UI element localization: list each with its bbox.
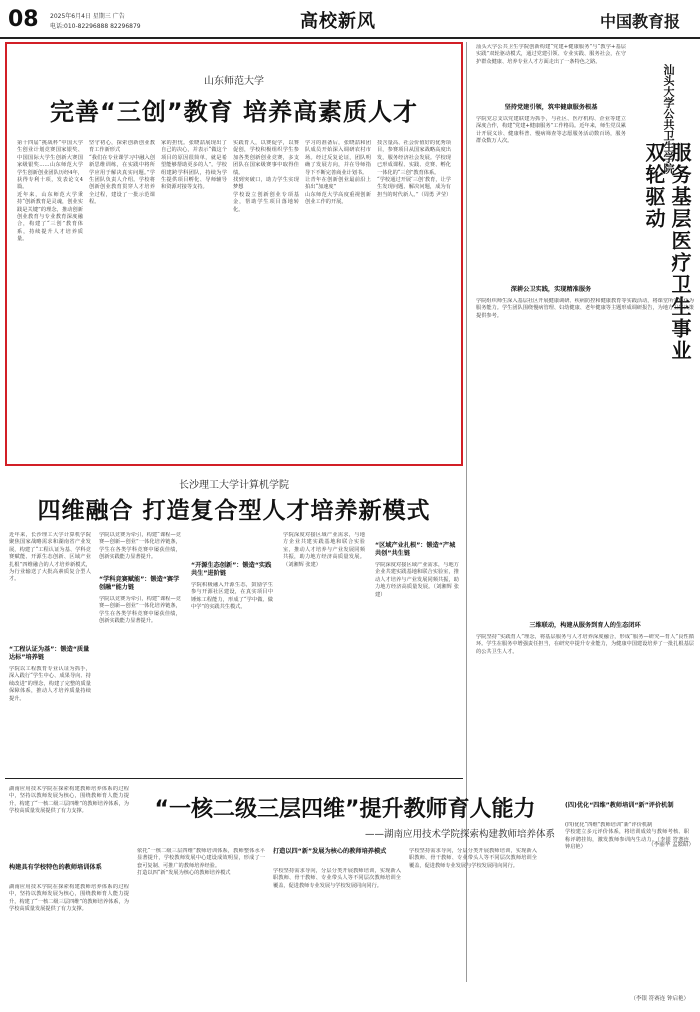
article3-col-3: 学院以竞赛为牵引，构建“课程—竞赛—创新—创业”一体化培养链条，学生在各类学科竞赛中屡获佳绩，创新实践能力显著提升。 xyxy=(99,532,181,561)
article2-intro: 汕头大学公共卫生学院创新构建“党建+健康服务”与“教学+基层实践”双轮驱动模式，通过党建引领、专业实践、服务社会，在守护群众健康、培养专业人才方面走出了一条特色之路。 xyxy=(476,44,626,65)
article-shandong-normal xyxy=(5,42,463,466)
article1-col-3: 家的担忧。张晓喆展现出了自己的决心，并表示“做这个项目的原因很简单，就是希望能够帮助更多的人”。学校组建跨学科团队，持续为学生提供项目孵化、导师辅导和资源对接等支持。 xyxy=(161,140,227,191)
article4-subhead-2: 打造以四“新”发展为核心的教师培养模式 xyxy=(273,848,387,855)
article3-subhead-1: “工程认证为基”：锻造“质量达标”培养链 xyxy=(9,646,90,661)
article2-section-2: 学院组织师生深入基层社区开展健康调研、疾病防控和健康教育等实践活动，将课堂所学转化为服务能力。学生团队围绕慢病管理、妇幼健康、老年健康等主题形成调研报告，为地方卫生决策提供参考。 xyxy=(476,298,694,319)
article4-col-4: 学校坚持需求导向，分层分类开展教师培训，实现新入职教师、骨干教师、专业带头人等不同层次教师培训全覆盖，促进教师专业发展与学校发展同向同行。 xyxy=(273,868,401,889)
article4-col-5: 学校坚持需求导向，分层分类开展教师培训，实现新入职教师、骨干教师、专业带头人等不同层次教师培训全覆盖，促进教师专业发展与学校发展同向同行。 xyxy=(409,848,537,869)
article1-col-1: 第十四届“挑战杯”中国大学生创业计划竞赛国家银奖、中国国际大学生创新大赛国家级银奖……山东师范大学学生创新创业团队历经4年，获得专利十项，发表论文4篇。 近年来，山东师范大学秉持“创新教育是灵魂，创业实践是关键”的理念，推动创新创业教育与专业教育深度融合，构建了“三创”教育体系，持续提升人才培养质量。 xyxy=(17,140,83,243)
article-hunan-applied-tech xyxy=(5,782,695,1007)
article1-col-4: 实践育人，以赛促学，以赛促创，学校积极组织学生参加各类创新创业竞赛，多支团队在国家级赛事中取得佳绩。 找到突破口，助力学生实现梦想 学校设立创新创业专项基金，帮助学生项目落地转化。 xyxy=(233,140,299,213)
contact-line: 电话:010-82296888 82296879 xyxy=(50,23,141,30)
article4-byline: （李银 符赛连 钟启艳） xyxy=(630,996,689,1002)
article-changsha-cs xyxy=(5,470,463,770)
article3-subhead-2: “学科竞赛赋能”：锻造“赛学创融”能力链 xyxy=(99,576,180,591)
section-rule xyxy=(5,778,463,779)
article3-kicker: 长沙理工大学计算机学院 xyxy=(179,480,289,491)
article4-title: “一核二级三层四维”提升教师育人能力 xyxy=(154,797,536,822)
paper-name: 中国教育报 xyxy=(600,12,681,31)
article4-subtitle: ——湖南应用技术学院探索构建教师培养体系 xyxy=(364,829,555,840)
article1-title: 完善“三创”教育 培养高素质人才 xyxy=(50,98,418,126)
section-title: 高校新风 xyxy=(300,11,376,32)
article2-kicker: 汕头大学公共卫生学院 xyxy=(662,64,675,174)
article4-col-2: 湖南应用技术学院在探索构建教师培养体系的过程中，坚持以教师发展为核心，围绕教师育人能力提升，构建了“一核二级三层四维”的教师培养体系，为学校高质量发展提供了有力支撑。 xyxy=(9,884,129,913)
article3-subhead-3: “开源生态创新”：锻造“实践共生”进阶链 xyxy=(191,562,272,577)
article4-subhead-3: (四)优化“四维”教师培训“新”评价机制 xyxy=(565,802,674,809)
article4-col-3: 依托“一核二级三层四维”教师培训体系，教师整体水平显著提升，学校教师发展中心建设成效明显，形成了一套可复制、可推广的教师培养经验。 打造以四“新”发展为核心的教师培养模式 xyxy=(137,848,265,877)
article3-col-5: 学院深度对接区域产业需求，与地方企业共建实践基地和联合实验室，推动人才培养与产业发展同频共振，助力地方经济高质量发展。（刘湘辉 张建） xyxy=(283,532,365,568)
page-number: 08 xyxy=(8,7,39,32)
date-line: 2025年6月4日 星期三 广告 xyxy=(50,13,125,20)
article1-col-2: 坚守初心，探索创新创业教育工作新形式 “我们在专业课学习中融入创新思维训练，在实践中将所学应用于解决真实问题。”学生团队负责人介绍。学校将创新创业教育贯穿人才培养全过程，建设了一批示范课程。 xyxy=(89,140,155,206)
article3-col-3b: 学院以竞赛为牵引，构建“课程—竞赛—创新—创业”一体化培养链条，学生在各类学科竞赛中屡获佳绩，创新实践能力显著提升。 xyxy=(99,596,181,625)
article2-section-1: 学院党总支以党建联建为抓手，与社区、医疗机构、企业等建立深度合作，构建“党建+健康服务”工作格局。近年来，师生党员累计开展义诊、健康科普、慢病筛查等志愿服务活动数百场，服务群众数万人次。 xyxy=(476,116,626,145)
article4-subhead-1: 构建具有学校特色的教师培训体系 xyxy=(9,864,102,871)
article2-subhead-3: 三维联动，构建从服务到育人的生态闭环 xyxy=(529,622,641,629)
article3-col-2: 学院以工程教育专业认证为抓手，深入践行“学生中心、成果导向、持续改进”的理念，构建了完整的质量保障体系，推动人才培养质量持续提升。 xyxy=(9,666,91,702)
article3-col-1: 近年来，长沙理工大学计算机学院聚焦国家战略需求和湖南省产业发展，构建了“工程认证为基、学科竞赛赋能、开源生态创新、区域产业扎根”四维融合的人才培养新模式，为行业输送了大批高素质复合型人才。 xyxy=(9,532,91,583)
article2-subhead-2: 深耕公卫实践，实现精准服务 xyxy=(510,286,592,293)
article4-col-6: (四)优化“四维”教师培训“新”评价机制 学校建立多元评价体系，将培训成效与教师考核、职称评聘挂钩，激发教师参训内生动力。（李银 符赛连 钟启艳） xyxy=(565,822,689,851)
article2-title-line1: 双轮驱动 xyxy=(642,142,666,230)
article2-title-line2: 服务基层医疗卫生事业 xyxy=(668,142,692,362)
article4-col-1: 湖南应用技术学院在探索构建教师培养体系的过程中，坚持以教师发展为核心，围绕教师育人能力提升，构建了“一核二级三层四维”的教师培养体系，为学校高质量发展提供了有力支撑。 xyxy=(9,786,129,815)
article2-subhead-1: 坚持党建引领，筑牢健康服务根基 xyxy=(504,104,598,111)
article1-col-6: 技含量高、社会价值好的优秀项目，参赛项目从国家战略高度出发，服务经济社会发展。学校现已形成课程、实践、竞赛、孵化一体化的“三创”教育体系。 “学校通过开展‘三创’教育，让学生发现问题、解决问题，成为有担当的时代新人。”（周勇 尹莹） xyxy=(377,140,451,198)
article3-col-4: 学院积极融入开源生态，鼓励学生参与开源社区建设，在真实项目中锤炼工程能力，形成了“学中做、做中学”的实践共生模式。 xyxy=(191,582,273,611)
article2-section-3: 学院坚持“实践育人”理念，将基层服务与人才培养深度融合，形成“服务—研究—育人”良性循环。学生在服务中增强责任担当，在研究中提升专业能力，为健康中国建设培养了一批扎根基层的公共卫生人才。 xyxy=(476,634,694,655)
article2-byline: （李丽华 孟繁昭） xyxy=(648,842,694,848)
article1-col-5: 学习的准备后，张晓喆和团队成员开始深入调研农村市场。经过反复论证，团队明确了发展方向，并在导师指导下不断完善商业计划书。 让青年在创新创业最前沿上拍出“加速度” 山东师范大学高度重视创新创业工作的开展。 xyxy=(305,140,371,206)
masthead xyxy=(0,0,700,40)
article3-title: 四维融合 打造复合型人才培养新模式 xyxy=(37,498,431,524)
article3-subhead-4: “区域产业扎根”：锻造“产城共创”共生链 xyxy=(375,542,456,557)
article1-kicker: 山东师范大学 xyxy=(204,76,264,87)
masthead-rule xyxy=(0,37,700,39)
article3-col-6: 学院深度对接区域产业需求，与地方企业共建实践基地和联合实验室，推动人才培养与产业发展同频共振，助力地方经济高质量发展。（刘湘辉 张建） xyxy=(375,562,459,598)
